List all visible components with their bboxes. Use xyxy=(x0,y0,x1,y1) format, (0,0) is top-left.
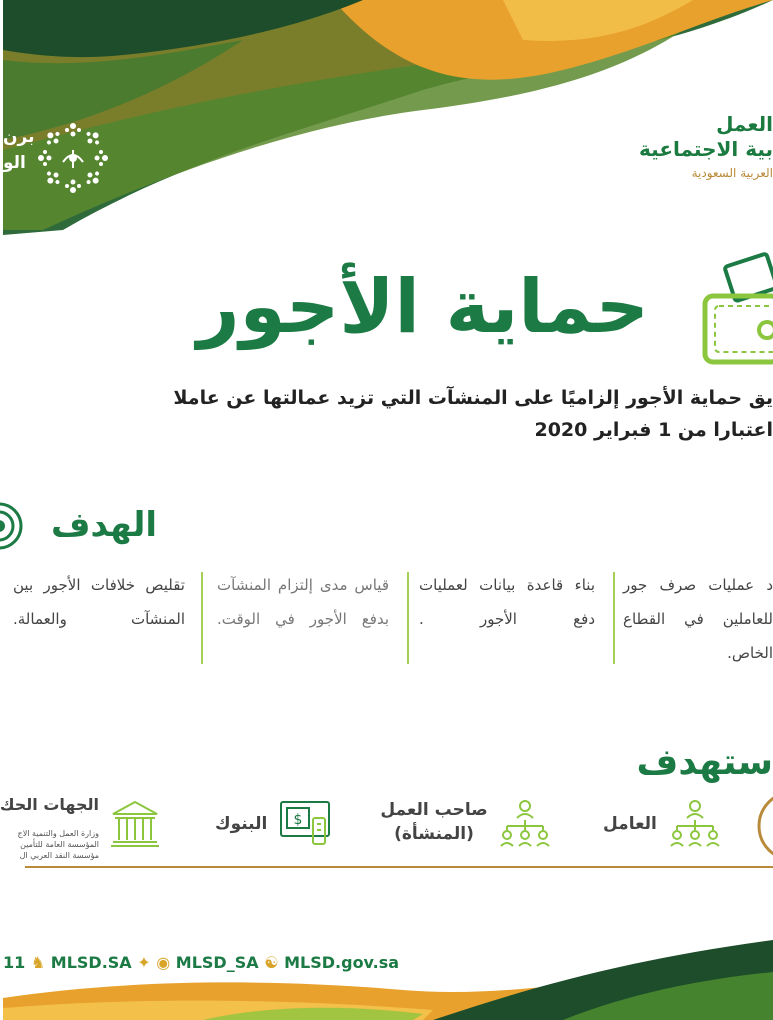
employer-icon xyxy=(497,798,553,848)
goal-divider xyxy=(613,572,615,664)
goal-item-1: د عمليات صرف جور للعاملين في القطاع الخاص. xyxy=(623,576,773,662)
goal-item-2: بناء قاعدة بيانات لعمليات دفع الأجور . xyxy=(419,576,595,628)
target-banks-label: البنوك xyxy=(215,814,268,834)
bank-atm-icon xyxy=(279,800,333,848)
program-name-line2: الو xyxy=(3,153,26,173)
ministry-name-line1: العمل xyxy=(716,112,773,136)
goal-divider xyxy=(201,572,203,664)
snapchat-icon: ♞ xyxy=(30,953,46,972)
target-government-label: الجهات الحك xyxy=(0,795,99,814)
target-employer-line1: صاحب العمل xyxy=(380,800,488,820)
instagram-handle[interactable]: MLSD_SA xyxy=(175,953,259,972)
target-employer-line2: (المنشأة) xyxy=(394,824,474,844)
description-text: يق حماية الأجور إلزاميًا على المنشآت التي تزيد عمالتها عن عاملا اعتبارا من 1 فبراير 2020 xyxy=(173,387,773,441)
twitter-icon: ✦ xyxy=(137,953,151,972)
target-icon-circle xyxy=(753,790,773,862)
gov-sub-line1: وزارة العمل والتنمية الاج xyxy=(17,829,99,838)
page-title: حماية الأجور xyxy=(197,264,649,350)
instagram-icon: ◉ xyxy=(156,953,171,972)
gov-sub-line2: المؤسسة العامة للتأمين xyxy=(20,840,99,849)
target-employer xyxy=(379,798,489,846)
target-government-sub xyxy=(3,828,99,861)
ministry-name-line2: بية الاجتماعية xyxy=(639,137,773,161)
bottom-wave-decoration xyxy=(3,910,773,1020)
vision-emblem-icon xyxy=(33,118,113,198)
wallet-icon xyxy=(699,258,773,368)
program-name-line1: برن xyxy=(3,127,35,147)
worker-icon xyxy=(667,798,723,848)
target-circle-icon xyxy=(3,500,25,552)
target-worker-label: العامل xyxy=(603,814,657,834)
goal-divider xyxy=(407,572,409,664)
government-building-icon xyxy=(109,800,161,848)
snapchat-handle[interactable]: MLSD.SA xyxy=(50,953,132,972)
target-baseline xyxy=(25,866,773,868)
goal-heading: الهدف xyxy=(50,505,157,545)
svg-text:$: $ xyxy=(293,812,303,828)
phone-partial: 11 xyxy=(3,953,26,972)
website-link[interactable]: MLSD.gov.sa xyxy=(284,953,400,972)
goal-item-4: تقليص خلافات الأجور بين المنشآت والعمالة. xyxy=(13,576,185,628)
target-heading: ستهدف xyxy=(636,742,773,783)
gov-sub-line3: مؤسسة النقد العربي ال xyxy=(19,851,99,860)
goal-item-3: قياس مدى إلتزام المنشآت بدفع الأجور في الوقت. xyxy=(217,576,389,628)
vision-program-logo xyxy=(3,118,113,198)
ministry-name-line3: العربية السعودية xyxy=(691,166,773,180)
ministry-logo xyxy=(603,112,773,184)
globe-icon: ☯ xyxy=(264,953,279,972)
